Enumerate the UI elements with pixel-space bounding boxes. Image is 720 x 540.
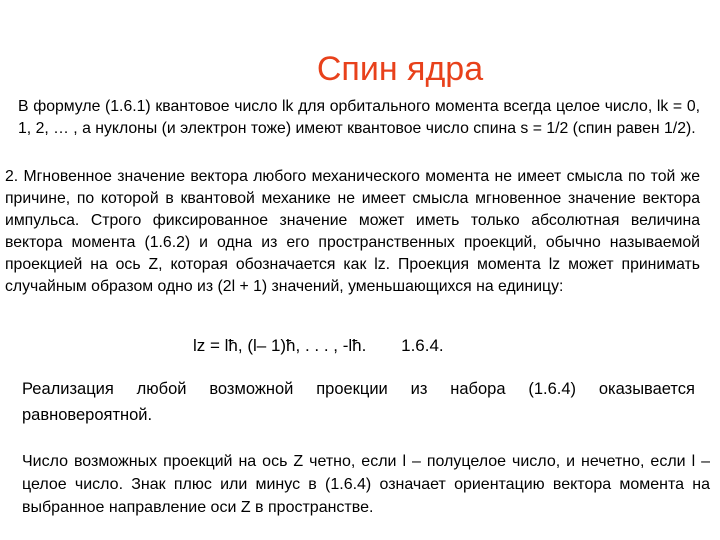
formula: lz = lħ, (l– 1)ħ, . . . , -lħ.: [193, 336, 367, 355]
paragraph-4: Число возможных проекций на ось Z четно, если l – полуцелое число, и нечетно, если l – целое число. Знак плюс или минус в (1.6.4) означает ориентацию вектора момента на выбранное направление оси Z в пространстве.: [22, 453, 710, 516]
paragraph-1: В формуле (1.6.1) квантовое число lk для орбитального момента всегда целое число, lk = 0, 1, 2, … , а нуклоны (и электрон тоже) имеют квантовое число спина s = 1/2 (спин равен 1/2).: [18, 98, 700, 137]
formula-number: 1.6.4.: [401, 336, 444, 355]
formula-line: [193, 336, 444, 356]
slide-title: Спин ядра: [316, 50, 484, 88]
paragraph-3: Реализация любой возможной проекции из набора (1.6.4) оказывается равновероятной.: [22, 380, 695, 424]
paragraph-2: 2. Мгновенное значение вектора любого механического момента не имеет смысла по той же причине, по которой в квантовой механике не имеет смысла мгновенное значение вектора импульса. Строго фиксированное значение может иметь только абсолютная величина вектора момента (1.6.2) и одна из его пространственных проекций, обычно называемой проекцией на ось Z, которая обозначается как lz. Проекция момента lz может принимать случайным образом одно из (2l + 1) значений, уменьшающихся на единицу:: [5, 168, 700, 295]
